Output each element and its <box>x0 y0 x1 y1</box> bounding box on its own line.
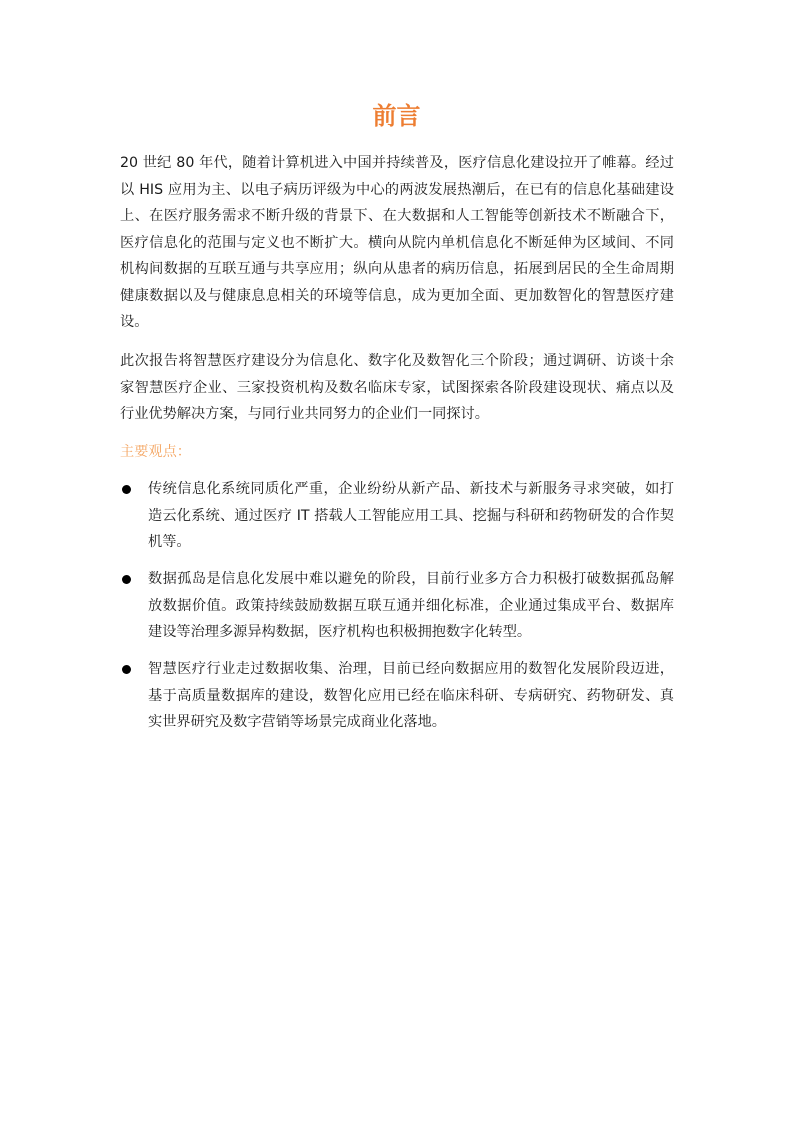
text-line: 实世界研究及数字营销等场景完成商业化落地。 <box>148 714 446 730</box>
text-line: 基于高质量数据库的建设，数智化应用已经在临床科研、专病研究、药物研发、真 <box>148 687 674 704</box>
text-line: 医疗信息化的范围与定义也不断扩大。横向从院内单机信息化不断延伸为区域间、不同 <box>120 234 674 251</box>
text-line: 健康数据以及与健康息息相关的环境等信息，成为更加全面、更加数智化的智慧医疗建 <box>120 287 674 304</box>
page-title: 前言 <box>372 102 421 130</box>
intro-paragraph-1 <box>120 150 674 336</box>
text-line: 机等。 <box>148 534 191 550</box>
text-line: 机构间数据的互联互通与共享应用；纵向从患者的病历信息，拓展到居民的全生命周期 <box>120 261 674 277</box>
text-line: 20 世纪 80 年代，随着计算机进入中国并持续普及，医疗信息化建设拉开了帷幕。经过 <box>120 155 674 171</box>
bullet-icon <box>122 485 131 494</box>
text-line: 建设等治理多源异构数据，医疗机构也积极拥抱数字化转型。 <box>148 624 532 640</box>
text-line: 行业优势解决方案，与同行业共同努力的企业们一同探讨。 <box>120 406 489 422</box>
bullet-icon <box>122 575 131 584</box>
text-line: 智慧医疗行业走过数据收集、治理，目前已经向数据应用的数智化发展阶段迈进， <box>148 661 674 677</box>
text-line: 放数据价值。政策持续鼓励数据互联互通并细化标准，企业通过集成平台、数据库 <box>148 597 674 614</box>
bullet-icon <box>122 665 131 674</box>
text-line: 造云化系统、通过医疗 IT 搭载人工智能应用工具、挖掘与科研和药物研发的合作契 <box>148 507 674 524</box>
text-line: 设。 <box>120 314 149 330</box>
key-points-heading: 主要观点： <box>120 444 191 460</box>
text-line: 上、在医疗服务需求不断升级的背景下、在大数据和人工智能等创新技术不断融合下， <box>120 208 674 224</box>
text-line: 家智慧医疗企业、三家投资机构及数名临床专家，试图探索各阶段建设现状、痛点以及 <box>120 379 674 396</box>
text-line: 以 HIS 应用为主、以电子病历评级为中心的两波发展热潮后，在已有的信息化基础建设 <box>120 181 674 198</box>
text-line: 传统信息化系统同质化严重，企业纷纷从新产品、新技术与新服务寻求突破，如打 <box>148 481 674 497</box>
intro-paragraph-2 <box>120 348 674 428</box>
text-line: 数据孤岛是信息化发展中难以避免的阶段，目前行业多方合力积极打破数据孤岛解 <box>148 571 674 587</box>
text-line: 此次报告将智慧医疗建设分为信息化、数字化及数智化三个阶段；通过调研、访谈十余 <box>120 353 674 369</box>
